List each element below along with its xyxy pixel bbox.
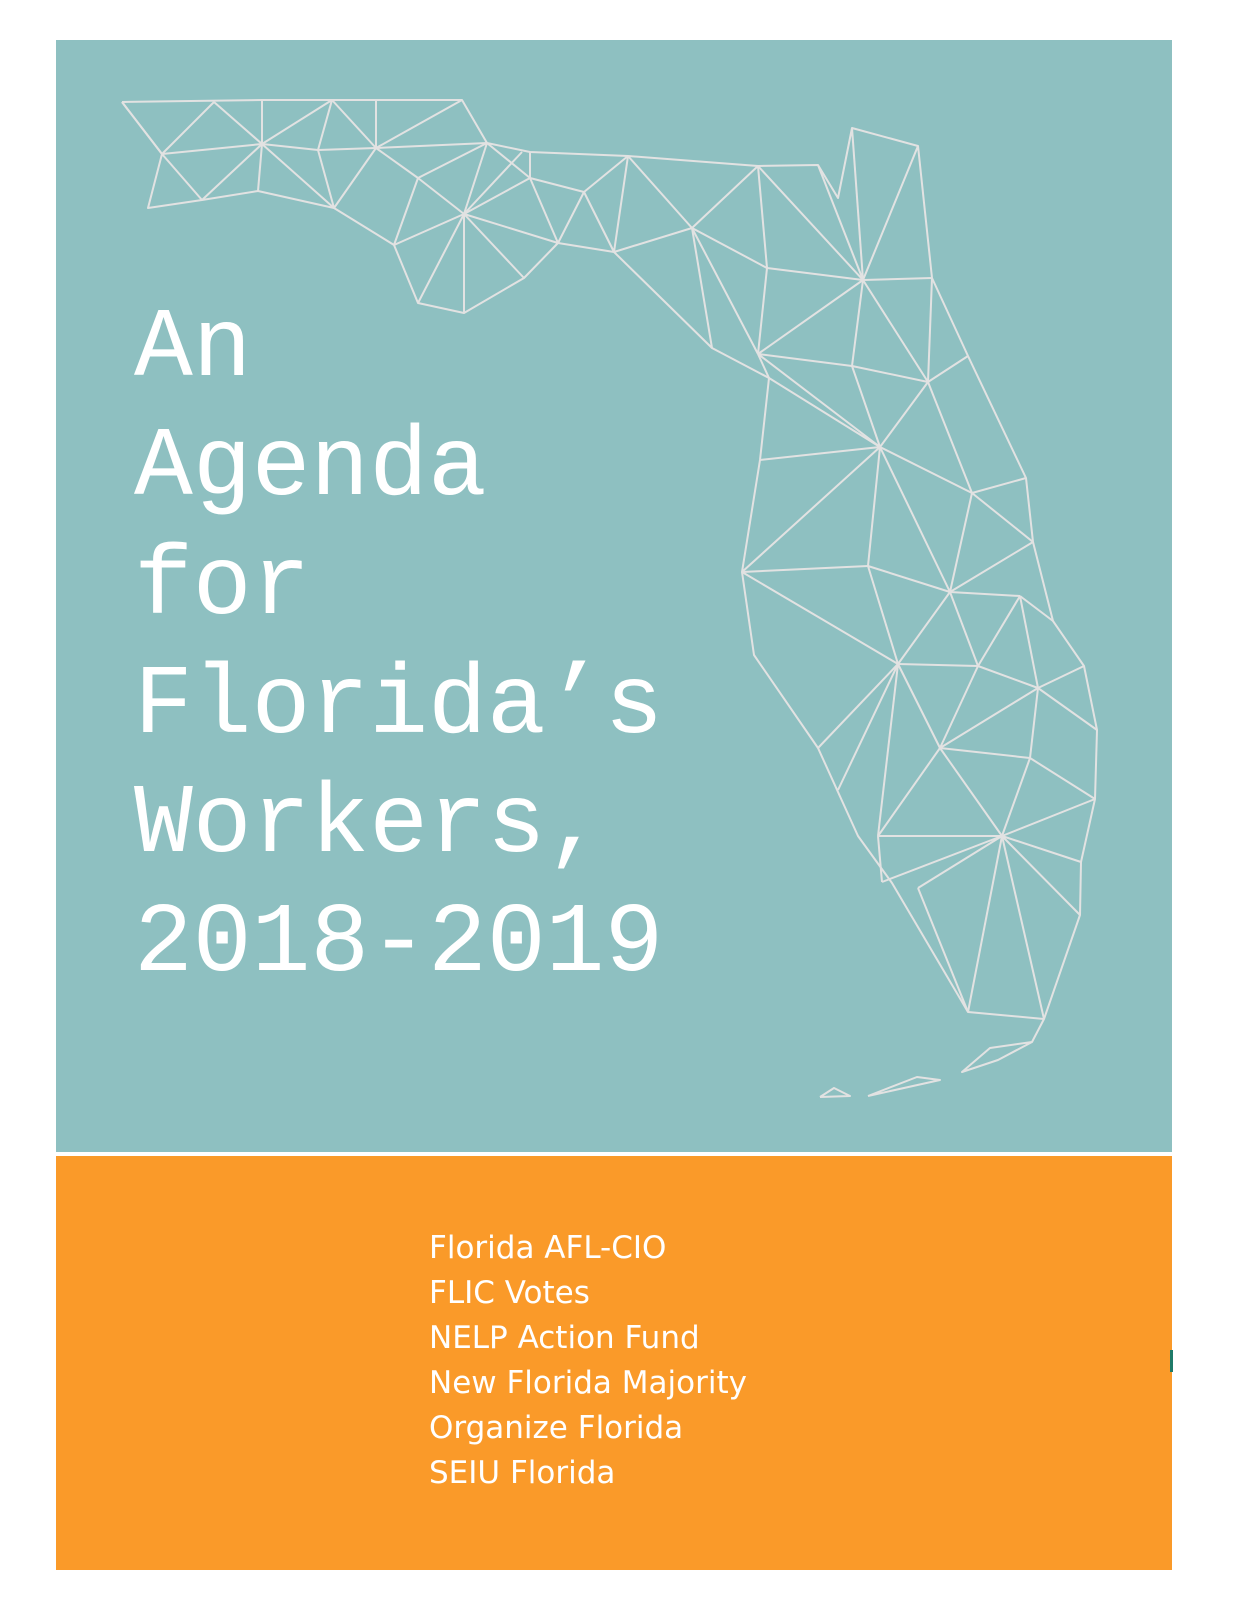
title-line: Workers, — [134, 770, 605, 881]
organization-item: New Florida Majority — [429, 1365, 747, 1401]
organization-item: SEIU Florida — [429, 1455, 616, 1491]
cover-title — [134, 290, 663, 1004]
organization-list — [429, 1226, 747, 1496]
organization-item: Florida AFL-CIO — [429, 1230, 667, 1266]
title-line: 2018-2019 — [134, 889, 664, 1000]
edge-mark — [1170, 1350, 1173, 1372]
title-line: An — [134, 294, 252, 405]
cover-top-panel — [56, 40, 1172, 1152]
organization-item: Organize Florida — [429, 1410, 684, 1446]
organization-item: NELP Action Fund — [429, 1320, 700, 1356]
title-line: for — [134, 532, 311, 643]
title-line: Florida’s — [134, 651, 664, 762]
cover-bottom-panel — [56, 1156, 1172, 1570]
organization-item: FLIC Votes — [429, 1275, 590, 1311]
title-line: Agenda — [134, 413, 487, 524]
